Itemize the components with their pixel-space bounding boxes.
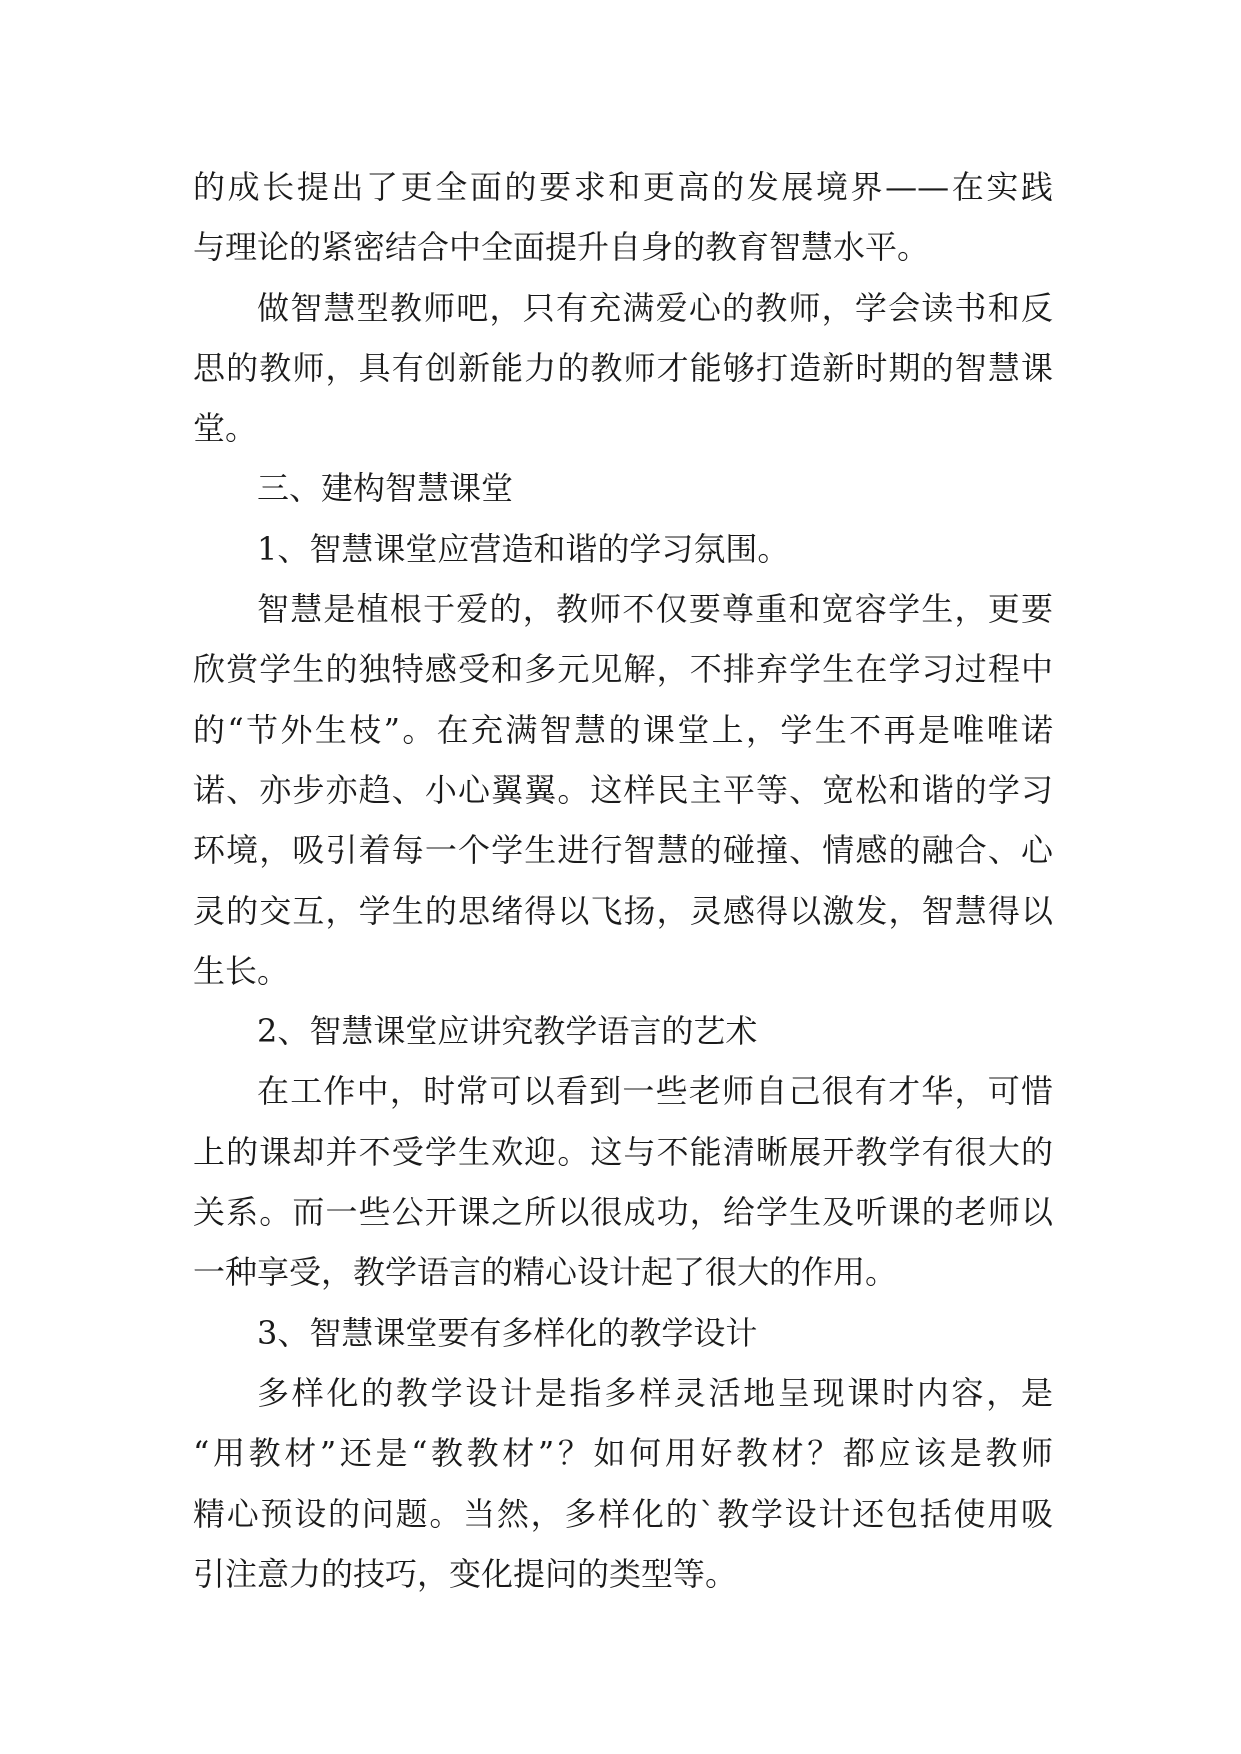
text-line: 多样化的教学设计是指多样灵活地呈现课时内容，是 [257,1373,1053,1412]
subsection-heading: 2、智慧课堂应讲究教学语言的艺术 [257,1012,758,1051]
text-line: 关系。而一些公开课之所以很成功，给学生及听课的老师以 [193,1193,1053,1232]
text-line: 做智慧型教师吧，只有充满爱心的教师，学会读书和反 [257,288,1053,327]
text-line: 的“节外生枝”。在充满智慧的课堂上，学生不再是唯唯诺 [193,710,1053,749]
text-line: 堂。 [193,409,258,448]
text-line: 灵的交互，学生的思绪得以飞扬，灵感得以激发，智慧得以 [193,891,1053,930]
section-heading: 三、建构智慧课堂 [257,469,514,508]
subsection-heading: 3、智慧课堂要有多样化的教学设计 [257,1313,758,1352]
text-line: 一种享受，教学语言的精心设计起了很大的作用。 [193,1253,898,1292]
text-line: 引注意力的技巧，变化提问的类型等。 [193,1554,738,1593]
subsection-heading: 1、智慧课堂应营造和谐的学习氛围。 [257,529,790,568]
text-line: 思的教师，具有创新能力的教师才能够打造新时期的智慧课 [193,348,1053,387]
text-line: 欣赏学生的独特感受和多元见解，不排弃学生在学习过程中 [193,650,1053,689]
document-body [193,157,1053,1604]
text-line: 生长。 [193,951,290,990]
text-line: 精心预设的问题。当然，多样化的`教学设计还包括使用吸 [193,1494,1053,1533]
text-line: 上的课却并不受学生欢迎。这与不能清晰展开教学有很大的 [193,1132,1053,1171]
text-line: 与理论的紧密结合中全面提升自身的教育智慧水平。 [193,228,930,267]
text-line: 智慧是植根于爱的，教师不仅要尊重和宽容学生，更要 [257,590,1053,629]
text-line: 诺、亦步亦趋、小心翼翼。这样民主平等、宽松和谐的学习 [193,770,1053,809]
text-line: 在工作中，时常可以看到一些老师自己很有才华，可惜 [257,1072,1053,1111]
text-line: 环境，吸引着每一个学生进行智慧的碰撞、情感的融合、心 [193,831,1053,870]
text-line: “用教材”还是“教教材”？如何用好教材？都应该是教师 [193,1434,1053,1473]
text-line: 的成长提出了更全面的要求和更高的发展境界——在实践 [193,168,1053,206]
